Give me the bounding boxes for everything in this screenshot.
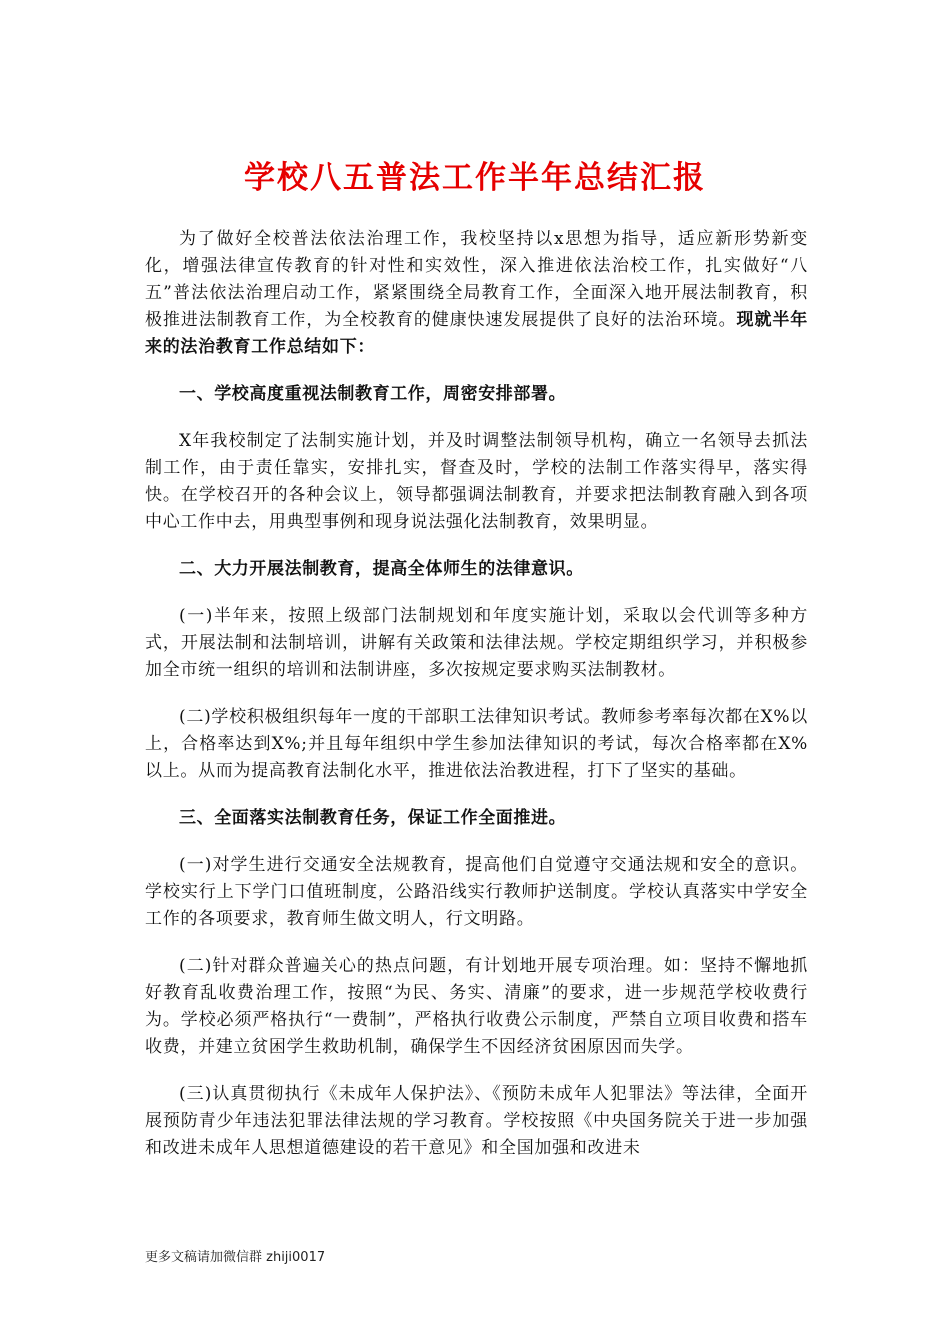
section-3-paragraph-1: (一)对学生进行交通安全法规教育，提高他们自觉遵守交通法规和安全的意识。学校实行上下学门口值班制度，公路沿线实行教师护送制度。学校认真落实中学安全工作的各项要求，教育师生做文明人，行文明路。 xyxy=(145,855,808,929)
intro-text: 为了做好全校普法依法治理工作，我校坚持以x思想为指导，适应新形势新变化，增强法律宣传教育的针对性和实效性，深入推进依法治校工作，扎实做好“八五”普法依法治理启动工作，紧紧围绕全局教育工作，全面深入地开展法制教育，积极推进法制教育工作，为全校教育的健康快速发展提供了良好的法治环境。 xyxy=(145,229,808,330)
section-3-paragraph-2: (二)针对群众普遍关心的热点问题，有计划地开展专项治理。如：坚持不懈地抓好教育乱收费治理工作，按照“为民、务实、清廉”的要求，进一步规范学校收费行为。学校必须严格执行“一费制”，严格执行收费公示制度，严禁自立项目收费和搭车收费，并建立贫困学生救助机制，确保学生不因经济贫困原因而失学。 xyxy=(145,956,808,1057)
document-body xyxy=(145,226,808,1182)
section-3-paragraph-3: (三)认真贯彻执行《未成年人保护法》、《预防未成年人犯罪法》等法律，全面开展预防青少年违法犯罪法律法规的学习教育。学校按照《中央国务院关于进一步加强和改进未成年人思想道德建设的若干意见》和全国加强和改进未 xyxy=(145,1084,808,1158)
section-2-paragraph-2: (二)学校积极组织每年一度的干部职工法律知识考试。教师参考率每次都在X%以上，合格率达到X%;并且每年组织中学生参加法律知识的考试，每次合格率都在X%以上。从而为提高教育法制化水平，推进依法治教进程，打下了坚实的基础。 xyxy=(145,707,808,781)
section-heading-3: 三、全面落实法制教育任务，保证工作全面推进。 xyxy=(179,808,567,828)
section-2-paragraph-1: (一)半年来，按照上级部门法制规划和年度实施计划，采取以会代训等多种方式，开展法制和法制培训，讲解有关政策和法律法规。学校定期组织学习，并积极参加全市统一组织的培训和法制讲座，多次按规定要求购买法制教材。 xyxy=(145,606,808,680)
section-1-paragraph-1: X年我校制定了法制实施计划，并及时调整法制领导机构，确立一名领导去抓法制工作，由于责任靠实，安排扎实，督查及时，学校的法制工作落实得早，落实得快。在学校召开的各种会议上，领导都强调法制教育，并要求把法制教育融入到各项中心工作中去，用典型事例和现身说法强化法制教育，效果明显。 xyxy=(145,431,808,532)
document-title: 学校八五普法工作半年总结汇报 xyxy=(244,160,706,196)
page-footer: 更多文稿请加微信群 zhiji0017 xyxy=(145,1250,326,1265)
section-heading-2: 二、大力开展法制教育，提高全体师生的法律意识。 xyxy=(179,559,584,579)
intro-paragraph xyxy=(145,226,808,361)
section-heading-1: 一、学校高度重视法制教育工作，周密安排部署。 xyxy=(179,384,567,404)
intro-emphasis: 现就半年来的法治教育工作总结如下： xyxy=(145,310,808,357)
